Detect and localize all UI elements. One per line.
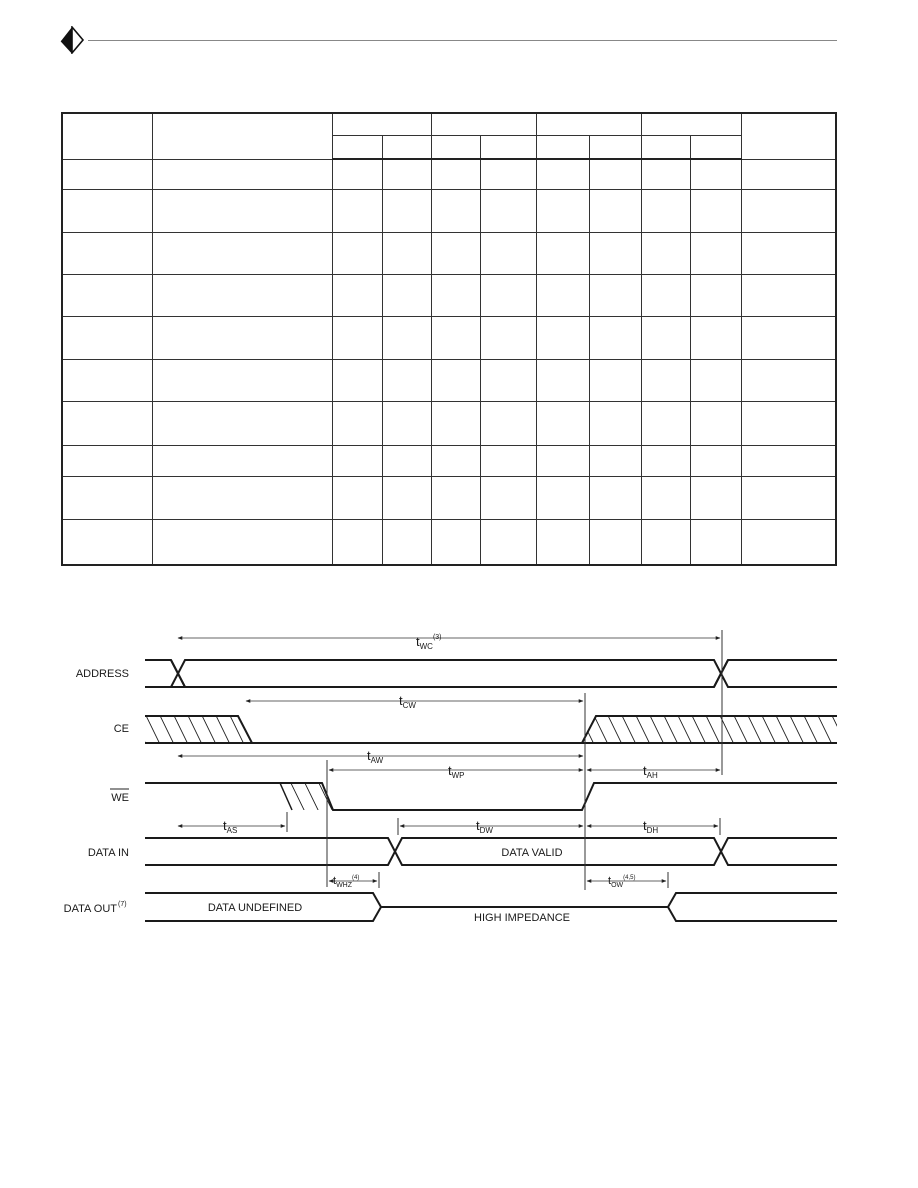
we-waveform	[145, 783, 837, 810]
signal-label-we: WE	[111, 792, 129, 804]
table-cell	[431, 159, 480, 189]
ce-waveform	[145, 716, 837, 743]
table-cell	[641, 159, 690, 189]
table-cell	[480, 232, 536, 274]
table-cell	[741, 445, 836, 476]
table-cell	[431, 274, 480, 316]
table-cell	[641, 359, 690, 401]
table-cell	[62, 159, 152, 189]
table-row	[62, 476, 836, 519]
table-cell	[690, 232, 741, 274]
table-cell	[536, 159, 589, 189]
table-cell	[589, 274, 641, 316]
header-max	[382, 135, 431, 159]
signal-label-data-out: DATA OUT	[63, 903, 117, 915]
table-cell	[690, 519, 741, 565]
table-cell	[589, 359, 641, 401]
table-cell	[741, 189, 836, 232]
header-max	[690, 135, 741, 159]
table-cell	[332, 232, 382, 274]
table-cell	[62, 519, 152, 565]
table-cell	[431, 476, 480, 519]
table-cell	[690, 274, 741, 316]
table-row	[62, 519, 836, 565]
table-cell	[690, 401, 741, 445]
table-cell	[62, 359, 152, 401]
table-cell	[589, 189, 641, 232]
table-cell	[480, 274, 536, 316]
high-impedance-label: HIGH IMPEDANCE	[474, 912, 570, 924]
table-cell	[332, 274, 382, 316]
ac-characteristics-table	[61, 112, 837, 565]
data-out-note: (7)	[118, 901, 127, 908]
label-tow: $t_{OW}^{(4,5)}$	[608, 875, 636, 889]
table-row	[62, 359, 836, 401]
signal-label-ce: CE	[113, 723, 129, 735]
table-cell	[690, 359, 741, 401]
table-cell	[589, 519, 641, 565]
table-cell	[480, 159, 536, 189]
table-cell	[152, 401, 332, 445]
table-cell	[431, 232, 480, 274]
table-cell	[62, 476, 152, 519]
table-cell	[62, 401, 152, 445]
table-cell	[641, 476, 690, 519]
data-in-waveform	[145, 838, 837, 865]
table-cell	[332, 519, 382, 565]
header-cell-unit	[741, 113, 836, 159]
table-cell	[62, 445, 152, 476]
table-cell	[62, 232, 152, 274]
header-rule	[88, 40, 837, 41]
table-cell	[536, 476, 589, 519]
table-cell	[641, 274, 690, 316]
table-cell	[332, 189, 382, 232]
header-cell-parameter	[152, 113, 332, 159]
table-cell	[152, 316, 332, 359]
header-cell-speed-4	[641, 113, 741, 135]
table-cell	[690, 316, 741, 359]
table-cell	[536, 445, 589, 476]
table-cell	[382, 476, 431, 519]
table-cell	[536, 232, 589, 274]
table-cell	[382, 519, 431, 565]
table-cell	[332, 159, 382, 189]
table-cell	[741, 519, 836, 565]
header-cell-symbol	[62, 113, 152, 159]
label-tas: $t_{AS}$	[223, 818, 238, 835]
table-cell	[641, 189, 690, 232]
table-cell	[152, 274, 332, 316]
table-cell	[641, 232, 690, 274]
label-tdw: $t_{DW}$	[476, 818, 493, 835]
write-cycle-timing-diagram	[0, 600, 918, 940]
table-cell	[741, 274, 836, 316]
table-cell	[152, 159, 332, 189]
table-cell	[741, 232, 836, 274]
table-cell	[62, 189, 152, 232]
header-cell-speed-2	[431, 113, 536, 135]
table-header-row	[62, 113, 836, 135]
table-cell	[382, 189, 431, 232]
table-row	[62, 232, 836, 274]
table-cell	[480, 189, 536, 232]
label-twc: $t_{WC}^{(3)}$	[416, 634, 442, 651]
table-cell	[431, 359, 480, 401]
header-cell-speed-3	[536, 113, 641, 135]
table-cell	[152, 445, 332, 476]
table-cell	[641, 445, 690, 476]
table-cell	[741, 401, 836, 445]
label-tcw: $t_{CW}$	[399, 693, 416, 710]
table-cell	[641, 519, 690, 565]
header-cell-speed-1	[332, 113, 431, 135]
table-row	[62, 401, 836, 445]
company-logo-icon	[58, 26, 92, 54]
table-cell	[332, 445, 382, 476]
table-cell	[382, 316, 431, 359]
header-max	[589, 135, 641, 159]
label-twp: $t_{WP}$	[448, 763, 465, 780]
table-cell	[152, 189, 332, 232]
table-cell	[332, 359, 382, 401]
table-cell	[589, 232, 641, 274]
table-cell	[480, 519, 536, 565]
table-cell	[480, 401, 536, 445]
table-cell	[431, 189, 480, 232]
table-cell	[382, 401, 431, 445]
table-cell	[536, 359, 589, 401]
table-cell	[382, 159, 431, 189]
table-cell	[589, 316, 641, 359]
table-body	[62, 159, 836, 565]
table-cell	[741, 316, 836, 359]
table-cell	[536, 519, 589, 565]
label-twhz: $t_{WHZ}^{(4)}$	[333, 875, 360, 889]
table-cell	[480, 316, 536, 359]
table-cell	[382, 274, 431, 316]
data-undefined-label: DATA UNDEFINED	[207, 902, 303, 914]
table-cell	[690, 445, 741, 476]
table-cell	[152, 519, 332, 565]
data-valid-label: DATA VALID	[501, 847, 563, 859]
header-min	[536, 135, 589, 159]
table-cell	[690, 189, 741, 232]
table-cell	[536, 274, 589, 316]
label-taw: $t_{AW}$	[367, 748, 384, 765]
table-row	[62, 316, 836, 359]
table-cell	[741, 476, 836, 519]
table-cell	[589, 159, 641, 189]
table-cell	[62, 274, 152, 316]
table-cell	[480, 476, 536, 519]
table-cell	[641, 401, 690, 445]
table-cell	[431, 401, 480, 445]
table-cell	[536, 189, 589, 232]
dimension-arrows	[178, 638, 720, 881]
label-tah: $t_{AH}$	[643, 763, 658, 780]
table-row	[62, 159, 836, 189]
header-min	[641, 135, 690, 159]
address-waveform	[145, 660, 837, 687]
table-cell	[382, 445, 431, 476]
table-cell	[431, 519, 480, 565]
table-cell	[641, 316, 690, 359]
table-row	[62, 189, 836, 232]
table-cell	[431, 316, 480, 359]
table-cell	[152, 476, 332, 519]
table-cell	[536, 316, 589, 359]
table-row	[62, 274, 836, 316]
table-cell	[62, 316, 152, 359]
table-cell	[690, 159, 741, 189]
table-cell	[589, 401, 641, 445]
table-cell	[690, 476, 741, 519]
label-tdh: $t_{DH}$	[643, 818, 659, 835]
table-cell	[382, 232, 431, 274]
signal-label-address: ADDRESS	[75, 668, 129, 680]
table-row	[62, 445, 836, 476]
table-cell	[152, 232, 332, 274]
table-cell	[431, 445, 480, 476]
header-min	[431, 135, 480, 159]
header-max	[480, 135, 536, 159]
signal-label-data-in: DATA IN	[87, 847, 129, 859]
table-cell	[332, 316, 382, 359]
header-min	[332, 135, 382, 159]
table-cell	[332, 476, 382, 519]
table-cell	[480, 445, 536, 476]
table-cell	[589, 445, 641, 476]
table-cell	[332, 401, 382, 445]
table-cell	[536, 401, 589, 445]
table-cell	[741, 159, 836, 189]
table-cell	[382, 359, 431, 401]
table-cell	[152, 359, 332, 401]
table-cell	[741, 359, 836, 401]
table-cell	[589, 476, 641, 519]
table-cell	[480, 359, 536, 401]
